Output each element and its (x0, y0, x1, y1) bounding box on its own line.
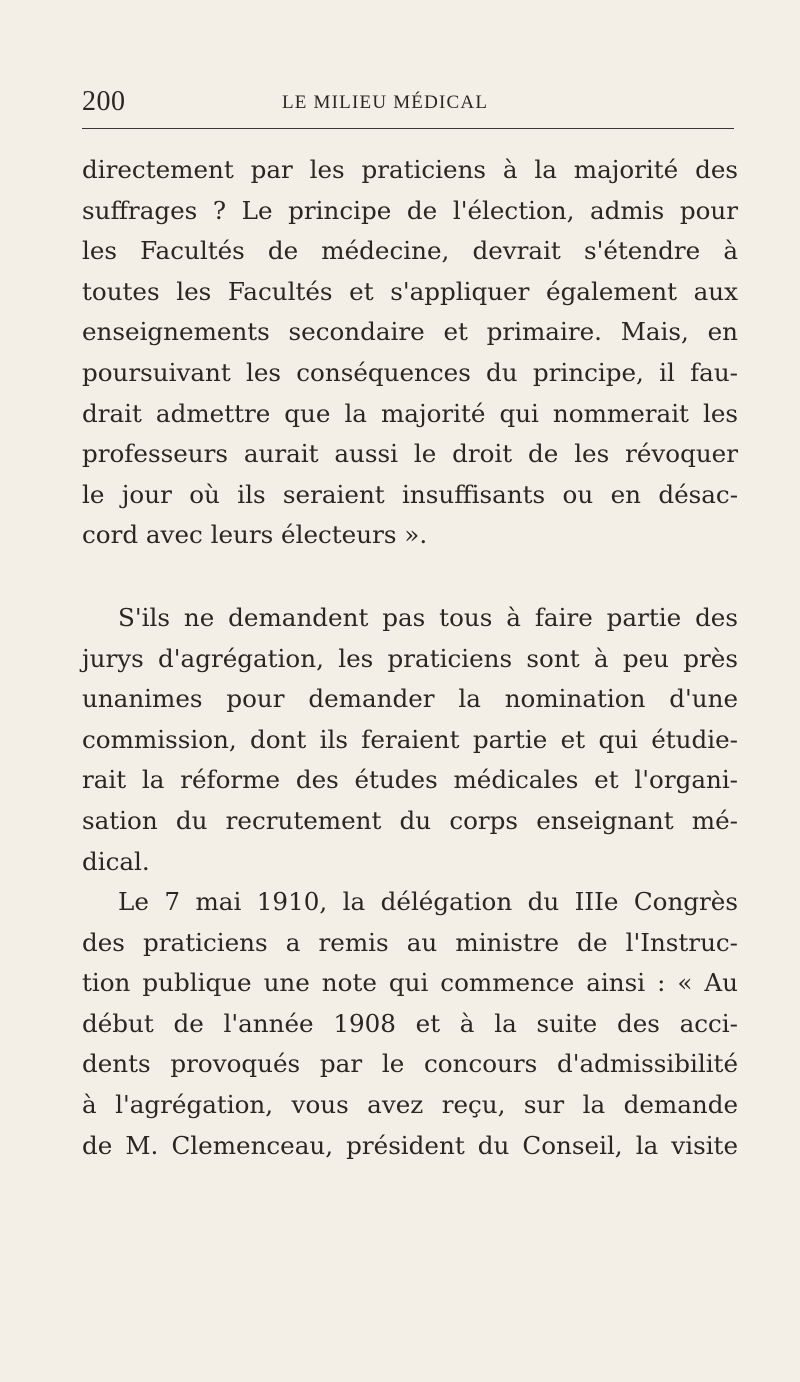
text-line: Le 7 mai 1910, la délégation du IIIe Congrès (118, 887, 738, 917)
header-rule (82, 128, 734, 129)
text-line: rait la réforme des études médicales et l'organi- (82, 765, 738, 795)
text-line: jurys d'agrégation, les praticiens sont à peu près (82, 643, 738, 673)
text-line: commission, dont ils feraient partie et qui étudie- (82, 724, 738, 754)
text-line: poursuivant les conséquences du principe, il fau- (82, 357, 738, 387)
text-line: dents provoqués par le concours d'admissibilité (82, 1049, 738, 1079)
text-line: unanimes pour demander la nomination d'une (82, 684, 738, 714)
text-line: toutes les Facultés et s'appliquer également aux (82, 276, 738, 306)
page-header (82, 86, 734, 126)
text-line: professeurs aurait aussi le droit de les révoquer (82, 439, 738, 469)
text-line: sation du recrutement du corps enseignant mé- (82, 805, 738, 835)
running-title: LE MILIEU MÉDICAL (282, 92, 489, 113)
paragraph-gap (82, 556, 738, 598)
text-line: les Facultés de médecine, devrait s'étendre à (82, 236, 738, 266)
text-line: cord avec leurs électeurs ». (82, 520, 428, 550)
text-line: suffrages ? Le principe de l'élection, admis pour (82, 195, 738, 225)
text-line: directement par les praticiens à la majorité des (82, 155, 738, 184)
paragraph-1 (82, 150, 738, 556)
page-number: 200 (82, 86, 126, 117)
body-text (82, 150, 738, 1166)
text-line: le jour où ils seraient insuffisants ou en désac- (82, 479, 738, 509)
paragraph-3 (82, 882, 738, 1166)
text-line: début de l'année 1908 et à la suite des acci- (82, 1008, 738, 1038)
text-line: tion publique une note qui commence ainsi : « Au (82, 968, 738, 998)
text-line: enseignements secondaire et primaire. Mais, en (82, 317, 738, 347)
text-line: à l'agrégation, vous avez reçu, sur la demande (82, 1090, 738, 1120)
text-line: drait admettre que la majorité qui nommerait les (82, 398, 738, 428)
text-line: des praticiens a remis au ministre de l'Instruc- (82, 927, 738, 957)
text-line: S'ils ne demandent pas tous à faire partie des (118, 602, 738, 632)
paragraph-2 (82, 598, 738, 882)
text-line: dical. (82, 846, 150, 876)
text-line: de M. Clemenceau, président du Conseil, la visite (82, 1130, 738, 1160)
